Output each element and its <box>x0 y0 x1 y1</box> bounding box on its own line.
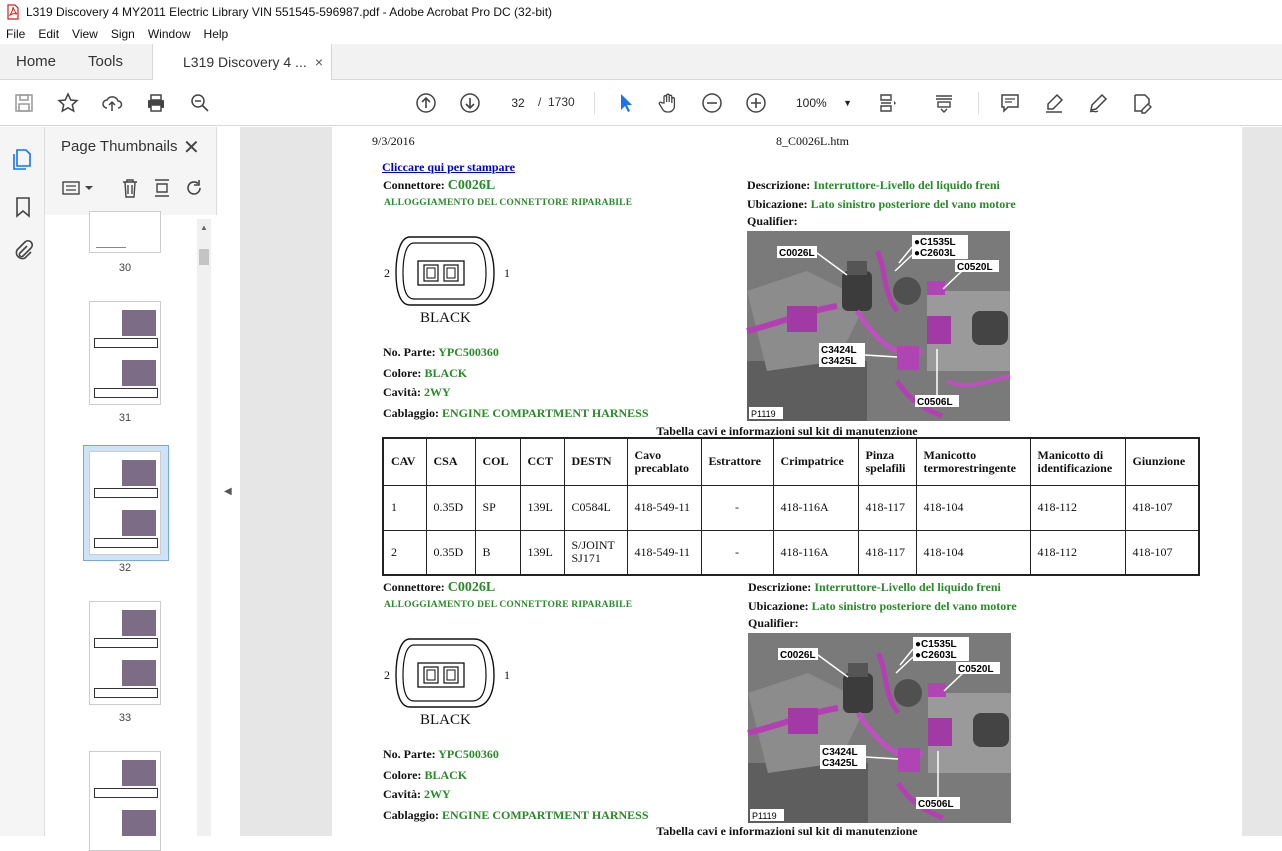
table-cell: 418-117 <box>858 485 916 530</box>
photo-callout: C3424L <box>821 345 857 356</box>
table-cell: 418-104 <box>916 530 1030 575</box>
save-icon[interactable] <box>12 91 36 115</box>
zoom-search-icon[interactable] <box>188 91 212 115</box>
pin-label-right: 1 <box>504 668 510 682</box>
location-field: Ubicazione: Lato sinistro posteriore del vano motore <box>747 197 1016 211</box>
cavity-field: Cavità: 2WY <box>383 787 451 801</box>
menu-window[interactable]: Window <box>147 27 191 41</box>
window-title: L319 Discovery 4 MY2011 Electric Library VIN 551545-596987.pdf - Adobe Acrobat Pro DC (32-bit) <box>26 5 553 19</box>
housing-note: ALLOGGIAMENTO DEL CONNETTORE RIPARABILE <box>384 600 633 610</box>
location-field: Ubicazione: Lato sinistro posteriore del vano motore <box>748 599 1017 613</box>
page-thumbnail-30[interactable] <box>89 211 161 253</box>
page-thumbnail-32[interactable] <box>89 451 161 555</box>
page-thumbnail-34[interactable] <box>89 751 161 851</box>
photo-callout: C0506L <box>917 397 953 408</box>
title-bar <box>0 0 1282 24</box>
menu-help[interactable]: Help <box>203 27 229 41</box>
photo-callout: C3425L <box>821 356 857 367</box>
table-cell: 418-116A <box>773 530 858 575</box>
extract-pages-icon[interactable] <box>151 177 173 199</box>
table-header-row <box>383 438 1199 485</box>
tab-home[interactable]: Home <box>16 53 57 70</box>
qualifier-label: Qualifier: <box>748 616 799 630</box>
zoom-level-value: 100% <box>796 96 827 110</box>
bookmark-icon[interactable] <box>11 195 35 219</box>
harness-value: ENGINE COMPARTMENT HARNESS <box>442 406 649 420</box>
page-thumbnails-icon[interactable] <box>11 147 35 171</box>
sign-pen-icon[interactable] <box>1086 91 1110 115</box>
color-value: BLACK <box>424 768 468 782</box>
attachment-paperclip-icon[interactable] <box>11 239 35 263</box>
col-header: Manicotto di identificazione <box>1030 438 1125 485</box>
part-number-value: YPC500360 <box>438 747 499 761</box>
photo-callout: C0026L <box>779 248 815 259</box>
table-cell: 418-104 <box>916 485 1030 530</box>
document-viewer[interactable] <box>240 127 1282 836</box>
table-cell: 418-112 <box>1030 485 1125 530</box>
col-header: CSA <box>426 438 475 485</box>
table-cell: 418-112 <box>1030 530 1125 575</box>
hand-tool-icon[interactable] <box>656 91 680 115</box>
photo-callout: C3425L <box>822 758 858 769</box>
photo-figure-number: P1119 <box>752 811 777 821</box>
connector-color-caption: BLACK <box>420 712 471 728</box>
thumbnail-options-icon[interactable] <box>61 177 95 199</box>
wire-info-table <box>382 437 1200 576</box>
col-header: Crimpatrice <box>773 438 858 485</box>
zoom-level-dropdown[interactable] <box>790 91 860 115</box>
connector-id: C0026L <box>447 178 496 193</box>
pdf-page <box>332 127 1242 836</box>
col-header: Giunzione <box>1125 438 1199 485</box>
star-icon[interactable] <box>56 91 80 115</box>
previous-page-icon[interactable] <box>414 91 438 115</box>
location-value: Lato sinistro posteriore del vano motore <box>810 197 1016 211</box>
photo-callout: C0520L <box>957 262 993 273</box>
connector-field: Connettore: C0026L <box>383 178 496 193</box>
tab-document-label: L319 Discovery 4 ... <box>183 54 307 70</box>
col-header: Manicotto termorestringente <box>916 438 1030 485</box>
connector-color-caption: BLACK <box>420 310 471 326</box>
page-thumbnail-33[interactable] <box>89 601 161 705</box>
thumbnails-scrollbar[interactable] <box>197 219 211 836</box>
table-cell: 418-549-11 <box>627 530 701 575</box>
table-cell: B <box>475 530 520 575</box>
table-cell: 2 <box>383 530 426 575</box>
thumbnail-page-number: 31 <box>118 412 132 424</box>
thumbnail-page-number: 33 <box>118 712 132 724</box>
col-header: COL <box>475 438 520 485</box>
table-row <box>383 530 1199 575</box>
table-caption: Tabella cavi e informazioni sul kit di manutenzione <box>656 824 918 838</box>
trash-icon[interactable] <box>119 177 141 199</box>
scrollbar-thumb[interactable] <box>199 249 209 265</box>
part-number-value: YPC500360 <box>438 345 499 359</box>
connector-face-diagram <box>378 225 508 325</box>
qualifier-photo <box>748 633 1011 823</box>
close-panel-icon[interactable]: ✕ <box>183 137 200 159</box>
housing-note: ALLOGGIAMENTO DEL CONNETTORE RIPARABILE <box>384 198 633 208</box>
collapse-panel-icon[interactable]: ◀ <box>224 486 232 497</box>
main-toolbar <box>0 80 1282 126</box>
photo-callout: ●C2603L <box>914 248 956 259</box>
menu-edit[interactable]: Edit <box>38 27 60 41</box>
upload-cloud-icon[interactable] <box>100 91 124 115</box>
connector-face-diagram <box>378 627 508 727</box>
edit-pdf-icon[interactable] <box>1130 91 1154 115</box>
cavity-field: Cavità: 2WY <box>383 385 451 399</box>
connector-field: Connettore: C0026L <box>383 580 496 595</box>
table-cell: 139L <box>520 530 564 575</box>
part-number-field: No. Parte: YPC500360 <box>383 345 499 359</box>
table-cell: - <box>701 530 773 575</box>
page-thumbnails-panel <box>45 127 217 836</box>
photo-callout: C0506L <box>918 799 954 810</box>
cavity-value: 2WY <box>424 787 451 801</box>
table-cell: 0.35D <box>426 530 475 575</box>
toolbar-divider <box>594 92 595 114</box>
photo-callout: ●C1535L <box>915 639 957 650</box>
pin-label-left: 2 <box>384 668 390 682</box>
harness-value: ENGINE COMPARTMENT HARNESS <box>442 808 649 822</box>
photo-callout: ●C1535L <box>914 237 956 248</box>
tab-document[interactable] <box>152 44 332 80</box>
menu-view[interactable]: View <box>72 27 98 41</box>
zoom-out-icon[interactable] <box>700 91 724 115</box>
location-value: Lato sinistro posteriore del vano motore <box>811 599 1017 613</box>
thumbnail-page-number: 30 <box>118 262 132 274</box>
col-header: CCT <box>520 438 564 485</box>
thumbnails-list <box>45 215 217 836</box>
acrobat-icon <box>6 4 20 20</box>
table-caption: Tabella cavi e informazioni sul kit di manutenzione <box>656 424 918 438</box>
chevron-down-icon: ▼ <box>843 98 852 108</box>
scroll-mode-icon[interactable] <box>932 91 956 115</box>
description-value: Interruttore-Livello del liquido freni <box>814 580 1001 594</box>
part-number-field: No. Parte: YPC500360 <box>383 747 499 761</box>
menu-sign[interactable]: Sign <box>110 27 135 41</box>
page-number-input[interactable]: 32 <box>502 91 534 115</box>
pin-label-left: 2 <box>384 266 390 280</box>
col-header: DESTN <box>564 438 627 485</box>
table-cell: 0.35D <box>426 485 475 530</box>
photo-callout: ●C2603L <box>915 650 957 661</box>
table-cell: 418-116A <box>773 485 858 530</box>
col-header: CAV <box>383 438 426 485</box>
thumbnail-page-number: 32 <box>118 562 132 574</box>
page-header-filename: 8_C0026L.htm <box>776 134 850 148</box>
table-cell: 418-107 <box>1125 485 1199 530</box>
rotate-icon[interactable] <box>183 177 205 199</box>
color-value: BLACK <box>424 366 468 380</box>
select-cursor-icon[interactable] <box>614 91 638 115</box>
comment-icon[interactable] <box>998 91 1022 115</box>
panel-title: Page Thumbnails <box>61 138 178 155</box>
harness-field: Cablaggio: ENGINE COMPARTMENT HARNESS <box>383 808 649 822</box>
col-header: Cavo precablato <box>627 438 701 485</box>
toolbar-divider <box>978 92 979 114</box>
qualifier-photo <box>747 231 1010 421</box>
panel-toolbar <box>57 175 213 203</box>
tab-bar <box>0 44 1282 80</box>
table-cell: 139L <box>520 485 564 530</box>
page-layout-icon[interactable] <box>876 91 900 115</box>
table-cell: 418-107 <box>1125 530 1199 575</box>
next-page-icon[interactable] <box>458 91 482 115</box>
engine-bay-illustration <box>747 231 1010 421</box>
connector-id: C0026L <box>447 580 496 595</box>
print-icon[interactable] <box>144 91 168 115</box>
pin-label-right: 1 <box>504 266 510 280</box>
tab-tools[interactable]: Tools <box>88 53 124 70</box>
description-value: Interruttore-Livello del liquido freni <box>813 178 1000 192</box>
col-header: Pinza spelafili <box>858 438 916 485</box>
engine-bay-illustration <box>748 633 1011 823</box>
page-thumbnail-31[interactable] <box>89 301 161 405</box>
table-cell: C0584L <box>564 485 627 530</box>
color-field: Colore: BLACK <box>383 768 468 782</box>
page-header-date: 9/3/2016 <box>372 134 415 148</box>
table-cell: 1 <box>383 485 426 530</box>
photo-figure-number: P1119 <box>751 409 776 419</box>
color-field: Colore: BLACK <box>383 366 468 380</box>
qualifier-label: Qualifier: <box>747 214 798 228</box>
zoom-in-icon[interactable] <box>744 91 768 115</box>
harness-field: Cablaggio: ENGINE COMPARTMENT HARNESS <box>383 406 649 420</box>
photo-callout: C0026L <box>780 650 816 661</box>
page-total: 1730 <box>548 95 575 109</box>
tab-close-icon[interactable]: × <box>314 54 323 70</box>
table-cell: 418-549-11 <box>627 485 701 530</box>
print-link[interactable]: Cliccare qui per stampare <box>382 160 515 174</box>
cavity-value: 2WY <box>424 385 451 399</box>
table-row <box>383 485 1199 530</box>
col-header: Estrattore <box>701 438 773 485</box>
page-separator: / <box>538 95 542 109</box>
table-cell: S/JOINT SJ171 <box>564 530 627 575</box>
description-field: Descrizione: Interruttore-Livello del liquido freni <box>747 178 1000 192</box>
scroll-up-icon[interactable]: ▲ <box>200 223 208 232</box>
left-navigation-rail <box>0 127 45 836</box>
description-field: Descrizione: Interruttore-Livello del liquido freni <box>748 580 1001 594</box>
highlight-pen-icon[interactable] <box>1042 91 1066 115</box>
menu-file[interactable]: File <box>6 27 26 41</box>
menu-bar <box>0 24 1282 44</box>
table-cell: - <box>701 485 773 530</box>
photo-callout: C0520L <box>958 664 994 675</box>
table-cell: 418-117 <box>858 530 916 575</box>
photo-callout: C3424L <box>822 747 858 758</box>
table-cell: SP <box>475 485 520 530</box>
